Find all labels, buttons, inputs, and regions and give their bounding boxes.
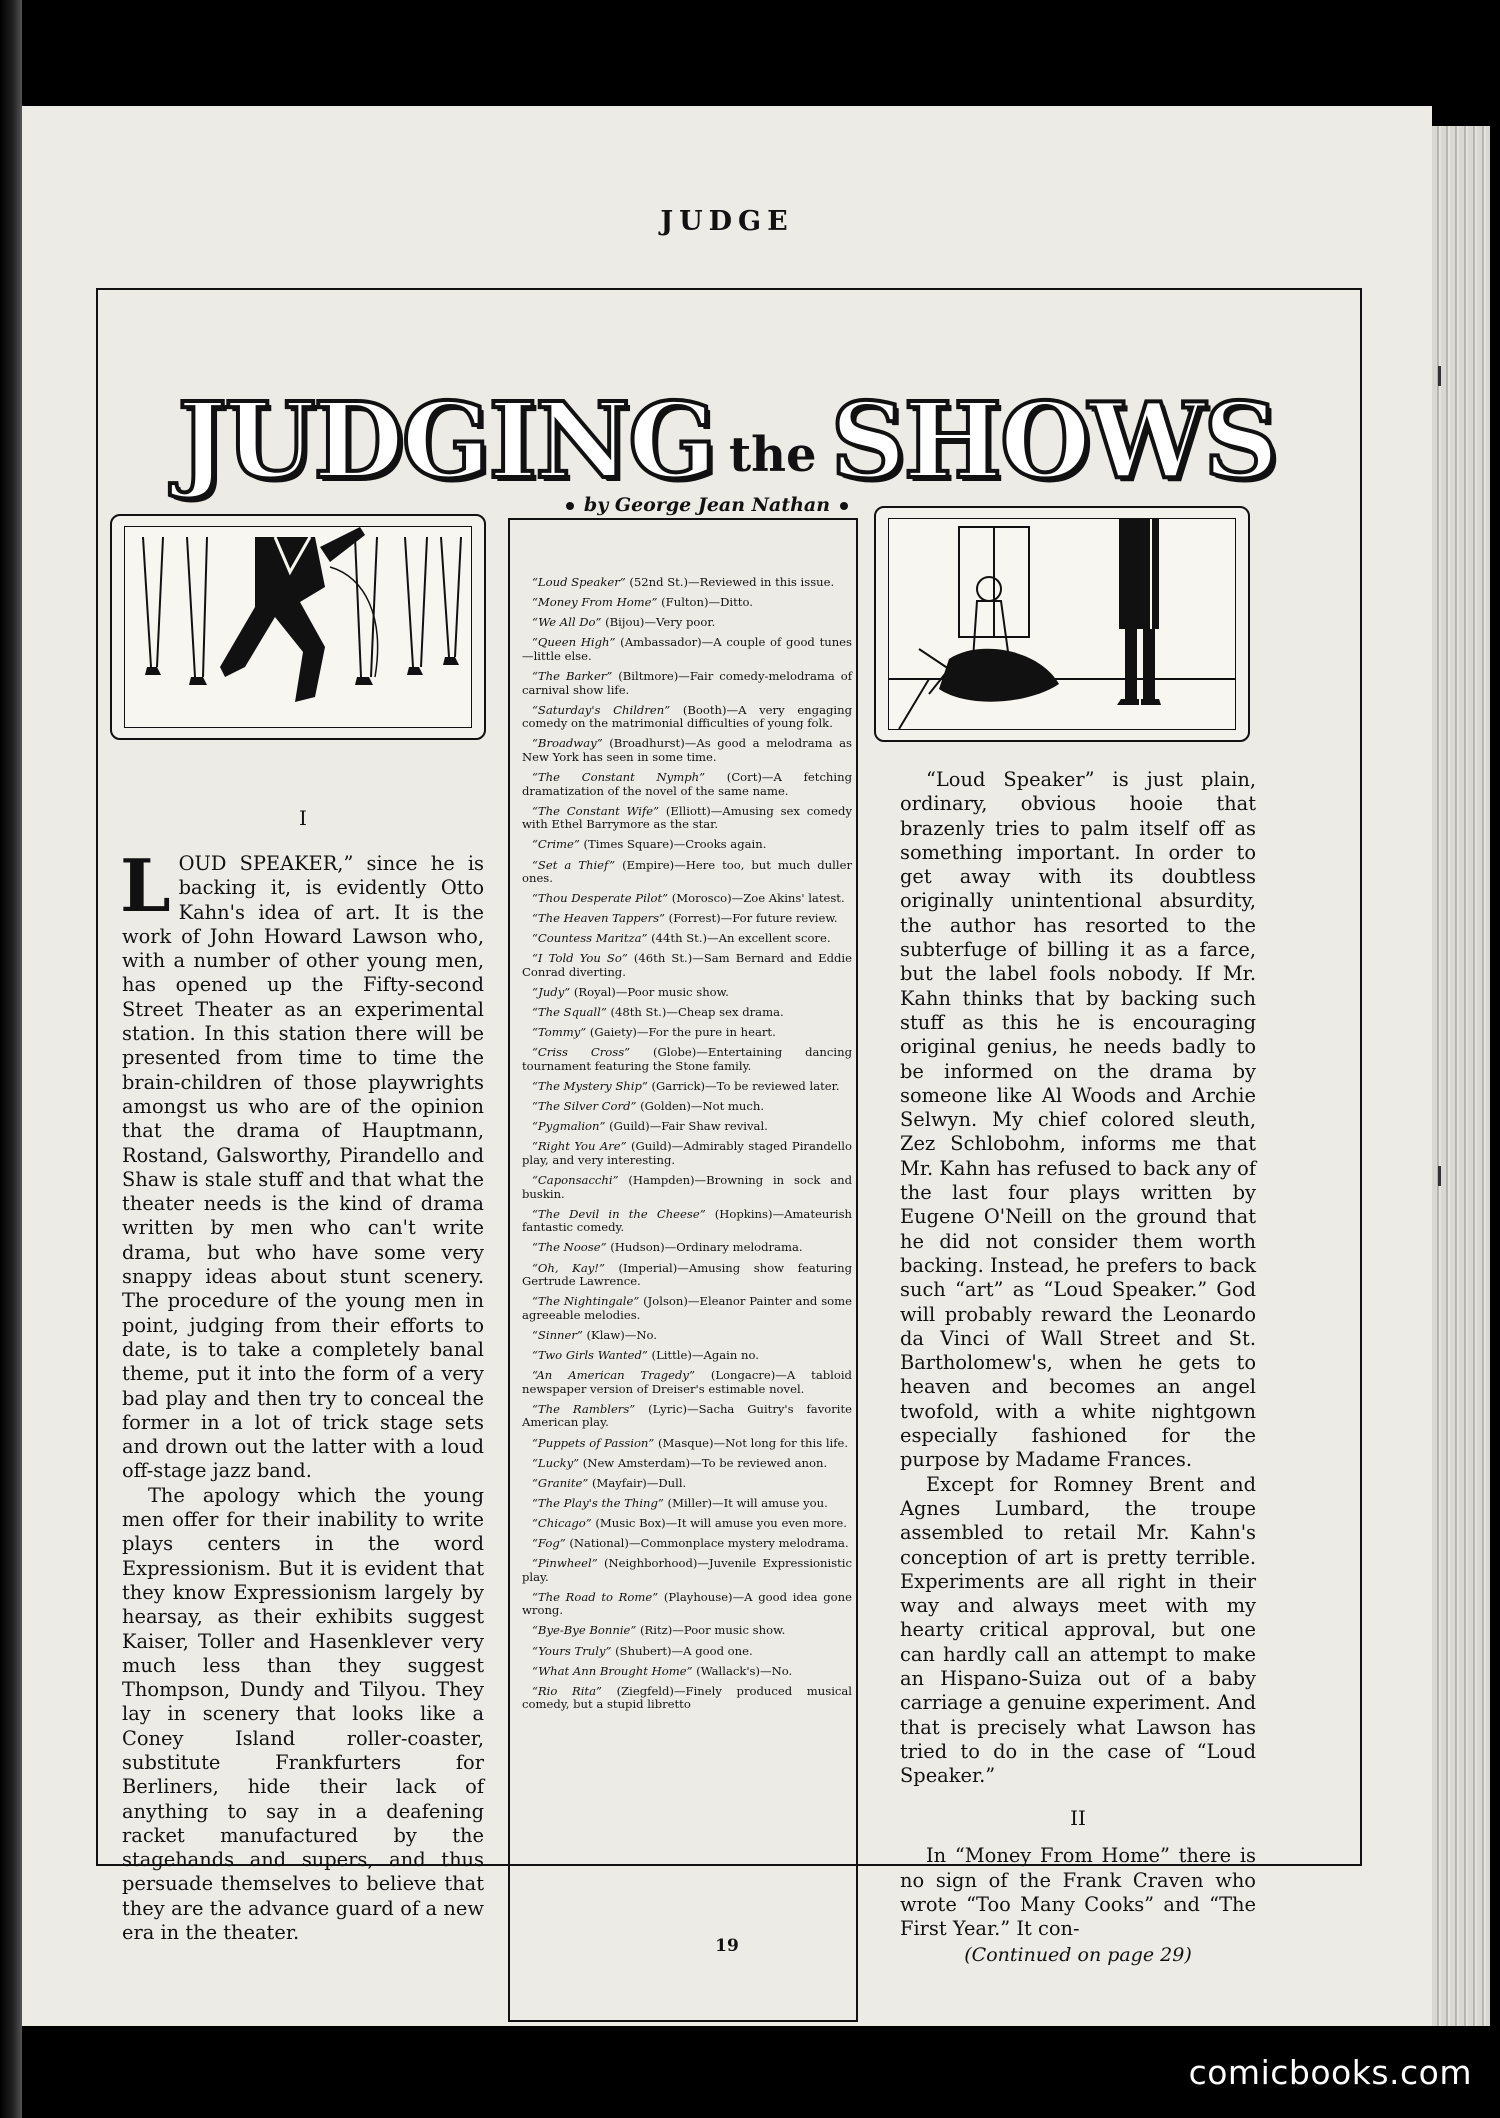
show-title: “The Devil in the Cheese” bbox=[532, 1206, 706, 1221]
show-title: “Rio Rita” bbox=[532, 1683, 602, 1698]
show-title: “Tommy” bbox=[532, 1025, 587, 1040]
show-title: “The Ramblers” bbox=[532, 1401, 636, 1416]
show-title: “Chicago” bbox=[532, 1515, 592, 1530]
show-listing-item bbox=[522, 596, 852, 610]
byline bbox=[517, 494, 897, 516]
show-title: “We All Do” bbox=[532, 615, 602, 630]
show-title: “The Mystery Ship” bbox=[532, 1079, 648, 1094]
show-comment: (Imperial)—Amusing show featuring Gertrude Lawrence. bbox=[522, 1260, 852, 1289]
show-comment: (Masque)—Not long for this life. bbox=[654, 1435, 849, 1450]
show-listing-item bbox=[522, 771, 852, 798]
magazine-page bbox=[22, 106, 1432, 2026]
show-comment: (Hampden)—Browning in sock and buskin. bbox=[522, 1173, 852, 1201]
right-paragraph-2: Except for Romney Brent and Agnes Lumbard, the troupe assembled to retail Mr. Kahn's conception of art is pretty terrible. Experiments are all right in their way and always meet with my hearty critical approval, but one can hardly call an attempt to make an Hispano-Suiza out of a baby carriage a genuine experiment. And that is precisely what Lawson has tried to do in the case of “Loud Speaker.” bbox=[900, 1472, 1256, 1788]
title-judging: JUDGING bbox=[177, 379, 715, 502]
show-title: “Pygmalion” bbox=[532, 1119, 606, 1134]
show-title: “The Heaven Tappers” bbox=[532, 911, 665, 926]
show-comment: (Empire)—Here too, but much duller ones. bbox=[522, 857, 852, 886]
show-listing-item bbox=[522, 1262, 852, 1289]
show-comment: (Golden)—Not much. bbox=[636, 1099, 765, 1114]
left-paragraph-1-text: OUD SPEAKER,” since he is backing it, is evidently Otto Kahn's idea of art. It is the work of John Howard Lawson who, with a number of other young men, has opened up the Fifty-second Street Theater as an experimental station. In this station there will be presented from time to time the brain-children of those playwrights amongst us who are of the opinion that the drama of Hauptmann, Rostand, Galsworthy, Pirandello and Shaw is stale stuff and that what the theater needs is the kind of drama written by men who can't write drama, but who have some very snappy ideas about stunt scenery. The procedure of the young men in point, judging from their efforts to date, is to take a completely banal theme, put it into the form of a very bad play and then try to conceal the former in a lot of trick stage sets and drown out the latter with a loud off-stage jazz band. bbox=[122, 852, 484, 1483]
show-listing-item bbox=[522, 1174, 852, 1201]
continued-note: (Continued on page 29) bbox=[964, 1943, 1192, 1966]
article-title bbox=[122, 379, 1332, 502]
show-listing-item bbox=[522, 737, 852, 764]
show-comment: (52nd St.)—Reviewed in this issue. bbox=[625, 575, 835, 589]
show-comment: (National)—Commonplace mystery melodrama. bbox=[565, 1535, 849, 1550]
show-title: “Granite” bbox=[532, 1475, 589, 1490]
right-paragraph-3: In “Money From Home” there is no sign of the Frank Craven who wrote “Too Many Cooks” and “The First Year.” It con- bbox=[900, 1844, 1256, 1941]
show-listing-item bbox=[522, 986, 852, 1000]
show-title: “Sinner” bbox=[532, 1327, 583, 1342]
show-title: “Pinwheel” bbox=[532, 1556, 598, 1571]
show-comment: (Broadhurst)—As good a melodrama as New York has seen in some time. bbox=[522, 736, 852, 764]
watermark: comicbooks.com bbox=[1188, 2053, 1472, 2092]
byline-dot bbox=[566, 502, 574, 510]
show-listing-item bbox=[522, 1591, 852, 1618]
page-stack-edges bbox=[1432, 126, 1490, 2026]
illustration-couple-scene bbox=[874, 506, 1250, 742]
show-title: “Broadway” bbox=[532, 736, 603, 751]
show-title: “Lucky” bbox=[532, 1455, 580, 1470]
title-the: the bbox=[728, 426, 817, 483]
show-comment: (Garrick)—To be reviewed later. bbox=[647, 1079, 840, 1094]
show-title: “What Ann Brought Home” bbox=[532, 1663, 693, 1678]
show-listing-item bbox=[522, 805, 852, 832]
illustration-chorus-dancers bbox=[110, 514, 486, 740]
show-listing-item bbox=[522, 704, 852, 731]
show-comment: (Ritz)—Poor music show. bbox=[636, 1623, 786, 1638]
magazine-header: JUDGE bbox=[660, 206, 794, 237]
show-listing-item bbox=[522, 1046, 852, 1073]
couple-drawing bbox=[889, 519, 1235, 729]
show-comment: (Fulton)—Ditto. bbox=[657, 595, 753, 610]
byline-text: by George Jean Nathan bbox=[583, 494, 831, 516]
show-listing-item bbox=[522, 1645, 852, 1659]
show-listing-item bbox=[522, 1140, 852, 1167]
show-comment: (Mayfair)—Dull. bbox=[588, 1475, 687, 1490]
show-comment: (48th St.)—Cheap sex drama. bbox=[606, 1005, 784, 1020]
show-listing-item bbox=[522, 1369, 852, 1396]
drop-cap: L bbox=[120, 843, 171, 928]
show-listing-item bbox=[522, 1329, 852, 1343]
show-listing-item bbox=[522, 1080, 852, 1094]
show-comment: (Forrest)—For future review. bbox=[665, 911, 838, 926]
show-comment: (Morosco)—Zoe Akins' latest. bbox=[668, 891, 845, 906]
show-listing-item bbox=[522, 1349, 852, 1363]
show-title: “The Nightingale” bbox=[532, 1294, 640, 1309]
show-listing-item bbox=[522, 1557, 852, 1584]
show-title: “Puppets of Passion” bbox=[532, 1435, 655, 1450]
show-listing-item bbox=[522, 1120, 852, 1134]
show-comment: (Hudson)—Ordinary melodrama. bbox=[606, 1240, 803, 1255]
show-listing-item bbox=[522, 1208, 852, 1235]
show-listing-item bbox=[522, 1685, 852, 1712]
show-title: “The Road to Rome” bbox=[532, 1589, 659, 1604]
show-title: “Fog” bbox=[532, 1535, 566, 1550]
show-title: “Set a Thief” bbox=[532, 857, 616, 872]
title-shows: SHOWS bbox=[830, 379, 1277, 502]
show-listing-item bbox=[522, 838, 852, 852]
show-title: “Right You Are” bbox=[532, 1139, 627, 1154]
show-title: “The Barker” bbox=[532, 668, 613, 683]
show-listing-item bbox=[522, 1477, 852, 1491]
show-listing-item bbox=[522, 952, 852, 979]
left-column bbox=[122, 806, 484, 1945]
show-title: “Money From Home” bbox=[532, 595, 658, 610]
show-comment: (Lyric)—Sacha Guitry's favorite American play. bbox=[522, 1401, 852, 1430]
show-listing-item bbox=[522, 1497, 852, 1511]
byline-dot bbox=[840, 502, 848, 510]
show-listing-item bbox=[522, 1295, 852, 1322]
show-comment: (Bijou)—Very poor. bbox=[601, 615, 716, 630]
show-comment: (Elliott)—Amusing sex comedy with Ethel Barrymore as the star. bbox=[522, 803, 853, 832]
show-comment: (Longacre)—A tabloid newspaper version of Dreiser's estimable novel. bbox=[522, 1368, 852, 1396]
show-comment: (Music Box)—It will amuse you even more. bbox=[591, 1515, 847, 1530]
show-title: “The Squall” bbox=[532, 1005, 607, 1020]
show-title: “Queen High” bbox=[532, 635, 616, 650]
show-comment: (Booth)—A very engaging comedy on the matrimonial difficulties of young folk. bbox=[522, 702, 852, 731]
show-title: “The Noose” bbox=[532, 1240, 607, 1255]
show-listing-item bbox=[522, 912, 852, 926]
edge-mark bbox=[1438, 366, 1441, 386]
show-comment: (44th St.)—An excellent score. bbox=[647, 931, 831, 946]
show-comment: (New Amsterdam)—To be reviewed anon. bbox=[579, 1455, 828, 1470]
show-title: “I Told You So” bbox=[532, 951, 628, 966]
show-title: “The Silver Cord” bbox=[532, 1099, 637, 1114]
show-title: “The Constant Nymph” bbox=[532, 770, 706, 785]
show-listing-item bbox=[522, 670, 852, 697]
show-comment: (Globe)—Entertaining dancing tournament featuring the Stone family. bbox=[522, 1045, 852, 1074]
show-comment: (Gaiety)—For the pure in heart. bbox=[586, 1025, 776, 1040]
show-title: “Saturday's Children” bbox=[532, 702, 671, 717]
page-number: 19 bbox=[715, 1936, 739, 1956]
show-title: “Crime” bbox=[532, 837, 580, 852]
show-comment: (Biltmore)—Fair comedy-melodrama of carnival show life. bbox=[522, 668, 852, 697]
show-comment: (Neighborhood)—Juvenile Expressionistic play. bbox=[522, 1556, 852, 1584]
show-comment: (Wallack's)—No. bbox=[692, 1663, 793, 1678]
left-paragraph-2: The apology which the young men offer for their inability to write plays centers in the word Expressionism. But it is evident that they know Expressionism largely by hearsay, as their exhibits suggest Kaiser, Toller and Hasenklever very much less than they suggest Thompson, Dundy and Tilyou. They lay in scenery that looks like a Coney Island roller-coaster, substitute Frankfurters for Berliners, hide their lack of anything to say in a deafening racket manufactured by the stagehands and supers, and thus persuade themselves to believe that they are the advance guard of a new era in the theater. bbox=[122, 1483, 484, 1945]
show-title: “Countess Maritza” bbox=[532, 931, 648, 946]
show-title: “Oh, Kay!” bbox=[532, 1260, 605, 1275]
show-listing-item bbox=[522, 616, 852, 630]
show-listing-item bbox=[522, 1026, 852, 1040]
show-comment: (46th St.)—Sam Bernard and Eddie Conrad diverting. bbox=[522, 951, 852, 980]
show-title: “The Play's the Thing” bbox=[532, 1495, 664, 1510]
show-comment: (Playhouse)—A good idea gone wrong. bbox=[522, 1589, 852, 1618]
section-numeral-1: I bbox=[299, 806, 307, 830]
show-title: “Judy” bbox=[532, 985, 571, 1000]
show-listing-item bbox=[522, 892, 852, 906]
show-title: “Caponsacchi” bbox=[532, 1173, 619, 1188]
show-comment: (Ziegfeld)—Finely produced musical comedy, but a stupid libretto bbox=[522, 1683, 853, 1712]
show-title: “An American Tragedy” bbox=[532, 1368, 695, 1383]
show-listing-item bbox=[522, 932, 852, 946]
show-listing-item bbox=[522, 1517, 852, 1531]
show-comment: (Klaw)—No. bbox=[582, 1327, 657, 1342]
show-comment: (Times Square)—Crooks again. bbox=[579, 837, 767, 852]
show-title: “Yours Truly” bbox=[532, 1643, 612, 1658]
show-title: “Criss Cross” bbox=[532, 1045, 631, 1060]
section-numeral-2: II bbox=[1070, 1806, 1086, 1831]
show-comment: (Guild)—Fair Shaw revival. bbox=[605, 1119, 768, 1134]
show-listing-item bbox=[522, 1437, 852, 1451]
show-listing-item bbox=[522, 1006, 852, 1020]
show-comment: (Shubert)—A good one. bbox=[611, 1643, 753, 1658]
show-listing-item bbox=[522, 1241, 852, 1255]
show-listing-item bbox=[522, 636, 852, 663]
illustration-frame bbox=[124, 526, 472, 728]
show-listing-item bbox=[522, 1537, 852, 1551]
show-title: “Loud Speaker” bbox=[532, 575, 626, 589]
show-comment: (Guild)—Admirably staged Pirandello play, and very interesting. bbox=[522, 1139, 852, 1167]
right-column bbox=[900, 768, 1256, 1966]
show-comment: (Royal)—Poor music show. bbox=[570, 985, 729, 1000]
show-title: “Thou Desperate Pilot” bbox=[532, 891, 669, 906]
show-listing-item bbox=[522, 859, 852, 886]
illustration-frame bbox=[888, 518, 1236, 730]
show-listing-item bbox=[522, 1665, 852, 1679]
show-title: “Bye-Bye Bonnie” bbox=[532, 1623, 637, 1638]
left-paragraph-1 bbox=[120, 843, 484, 1484]
show-comment: (Cort)—A fetching dramatization of the novel of the same name. bbox=[522, 770, 852, 798]
show-listing-item bbox=[522, 1457, 852, 1471]
edge-mark bbox=[1438, 1166, 1441, 1186]
chorus-drawing bbox=[125, 527, 471, 727]
show-comment: (Hopkins)—Amateurish fantastic comedy. bbox=[522, 1206, 852, 1235]
show-listing-item bbox=[522, 1624, 852, 1638]
show-comment: (Jolson)—Eleanor Painter and some agreeable melodies. bbox=[522, 1294, 852, 1322]
show-title: “Two Girls Wanted” bbox=[532, 1348, 648, 1363]
show-listings bbox=[522, 576, 852, 1718]
show-listing-item bbox=[522, 1403, 852, 1430]
show-comment: (Little)—Again no. bbox=[647, 1348, 759, 1363]
show-listing-item bbox=[522, 1100, 852, 1114]
right-paragraph-1: “Loud Speaker” is just plain, ordinary, obvious hooie that brazenly tries to palm itself off as something important. In order to get away with its doubtless originally unintentional absurdity, the author has resorted to the subterfuge of billing it as a farce, but the label fools nobody. If Mr. Kahn thinks that by backing such stuff as this he is encouraging original genius, he needs badly to be informed on the drama by someone like Al Woods and Archie Selwyn. My chief colored sleuth, Zez Schlobohm, informs me that Mr. Kahn has refused to back any of the last four plays written by Eugene O'Neill on the ground that he did not consider them worth backing. Instead, he prefers to back such “art” as “Loud Speaker.” God will probably reward the Leonardo da Vinci of Wall Street and St. Bartholomew's, when he gets to heaven and becomes an angel twofold, with a white nightgown especially fashioned for the purpose by Madame Frances. bbox=[900, 768, 1256, 1472]
show-listing-item bbox=[522, 576, 852, 590]
scan-left-edge bbox=[0, 0, 22, 2118]
show-comment: (Ambassador)—A couple of good tunes—little else. bbox=[522, 635, 852, 663]
show-comment: (Miller)—It will amuse you. bbox=[663, 1495, 828, 1510]
show-title: “The Constant Wife” bbox=[532, 803, 660, 818]
